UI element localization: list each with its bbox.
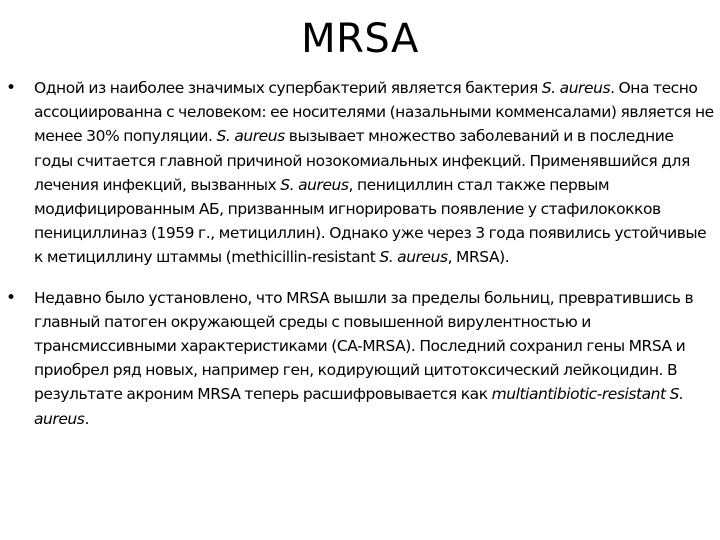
slide-title: MRSA [301,16,419,62]
acronym-expansion-italic: multiantibiotic-resistant S. aureus [34,385,684,428]
species-name-italic: S. aureus [379,248,448,267]
bullet-text-segment: , пенициллин стал также первым модифицированным АБ, призванным игнорировать появление у стафилококков пенициллиназ (1959 г., метициллин). Однако уже через 3 года появились устойчивые к метициллину штаммы (methicillin-resistant [34,175,707,267]
bullet-item-ca-mrsa [0,286,720,431]
bullet-text-segment: . Она тесно ассоциированна с человеком: ее носителями (назальными комменсалами) является не менее 30% популяции. [34,79,714,146]
bullet-text-segment: Недавно было установлено, что MRSA вышли за пределы больниц, превратившись в главный патоген окружающей среды с повышенной вирулентностью и трансмиссивными характеристиками (CA-MRSA). Последний сохранил гены MRSA и приобрел ряд новых, например ген, кодирующий цитотоксический лейкоцидин. В результате акроним MRSA теперь расшифровывается как [34,288,694,404]
bullet-list [0,76,720,431]
bullet-text-segment: Одной из наиболее значимых супербактерий является бактерия [34,79,542,97]
bullet-marker: • [6,78,16,98]
species-name-italic: S. aureus [280,175,349,194]
bullet-item-mrsa-origin [0,76,720,270]
bullet-text-segment: , MRSA). [447,248,510,267]
bullet-marker: • [6,287,16,308]
species-name-italic: S. aureus [216,127,285,146]
species-name-italic: S. aureus [541,79,611,97]
bullet-text-segment: . [84,409,89,428]
bullet-text-segment: вызывает множество заболеваний и в последние годы считается главной причиной нозокомиальных инфекций. Применявшийся для лечения инфекций, вызванных [34,127,690,194]
